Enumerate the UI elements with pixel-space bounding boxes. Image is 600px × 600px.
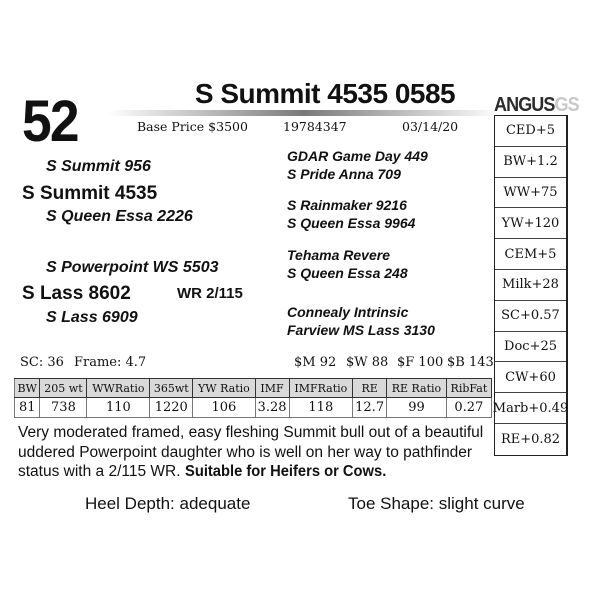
header-205wt: 205 wt — [40, 379, 87, 398]
logo-suffix: GS — [554, 94, 579, 116]
heel-depth: Heel Depth: adequate — [85, 494, 251, 513]
epd-ww: WW+75 — [495, 178, 566, 209]
registration-number: 19784347 — [283, 119, 347, 134]
dam-sire-sire: Tehama Revere — [287, 247, 390, 263]
value-bw: 81 — [15, 398, 40, 418]
header-bw: BW — [15, 379, 40, 398]
value-imf: 3.28 — [255, 398, 289, 418]
performance-table — [14, 378, 492, 418]
description — [18, 423, 496, 482]
sire-dam-sire: S Rainmaker 9216 — [287, 197, 407, 213]
performance-header-row — [15, 379, 492, 398]
epd-column — [494, 115, 568, 456]
epd-yw: YW+120 — [495, 208, 566, 239]
header-ribfat: RibFat — [446, 379, 491, 398]
index-feedlot: $F 100 — [397, 355, 444, 370]
header-re: RE — [353, 379, 387, 398]
epd-cw: CW+60 — [495, 362, 566, 393]
frame-score: Frame: 4.7 — [74, 355, 147, 370]
logo-main: ANGUS — [494, 94, 555, 116]
lot-number: 52 — [22, 89, 78, 154]
dam-weaning-ratio: WR 2/115 — [177, 285, 243, 302]
dam-dam-dam: Farview MS Lass 3130 — [287, 322, 435, 338]
epd-milk: Milk+28 — [495, 270, 566, 301]
header-reratio: RE Ratio — [387, 379, 447, 398]
angus-gs-logo — [494, 94, 579, 117]
header-ywratio: YW Ratio — [193, 379, 255, 398]
birth-date: 03/14/20 — [402, 119, 459, 134]
animal-name: S Summit 4535 0585 — [194, 78, 456, 109]
value-reratio: 99 — [387, 398, 447, 418]
dam-sire-dam: S Queen Essa 248 — [287, 265, 408, 281]
sire-sire-sire: GDAR Game Day 449 — [287, 148, 428, 164]
description-emphasis: Suitable for Heifers or Cows. — [184, 463, 387, 480]
value-205wt: 738 — [40, 398, 87, 418]
title-divider — [108, 110, 500, 116]
value-ribfat: 0.27 — [446, 398, 491, 418]
sire-dam-dam: S Queen Essa 9964 — [287, 215, 416, 231]
epd-re: RE+0.82 — [500, 431, 561, 447]
dam: S Lass 8602 — [22, 283, 131, 304]
dam-dam: S Lass 6909 — [46, 309, 138, 326]
sire-sire-dam: S Pride Anna 709 — [287, 166, 401, 182]
epd-ced: CED+5 — [495, 116, 566, 147]
dam-dam-sire: Connealy Intrinsic — [287, 304, 409, 320]
header-365wt: 365wt — [150, 379, 193, 398]
header-imfratio: IMFRatio — [289, 379, 353, 398]
epd-marb: Marb+0.49 — [495, 393, 566, 424]
dam-sire: S Powerpoint WS 5503 — [46, 259, 219, 276]
value-365wt: 1220 — [150, 398, 193, 418]
scrotal-circumference: SC: 36 — [20, 355, 64, 370]
epd-sc: SC+0.57 — [495, 301, 566, 332]
base-price: Base Price $3500 — [137, 119, 248, 134]
value-re: 12.7 — [353, 398, 387, 418]
index-beef: $B 143 — [447, 355, 494, 370]
value-ywratio: 106 — [193, 398, 255, 418]
epd-cem: CEM+5 — [495, 239, 566, 270]
epd-doc: Doc+25 — [495, 332, 566, 363]
sire-sire: S Summit 956 — [46, 158, 151, 175]
index-maternal: $M 92 — [294, 355, 337, 370]
value-wwratio: 110 — [87, 398, 150, 418]
toe-shape: Toe Shape: slight curve — [348, 494, 525, 513]
sire: S Summit 4535 — [22, 183, 158, 204]
header-wwratio: WWRatio — [87, 379, 150, 398]
epd-bw: BW+1.2 — [495, 147, 566, 178]
value-imfratio: 118 — [289, 398, 353, 418]
sire-dam: S Queen Essa 2226 — [46, 208, 193, 225]
description-text: Very moderated framed, easy fleshing Summit bull out of a beautiful uddered Powerpoint daughter who is well on her way to pathfinder status with a 2/115 WR. — [18, 424, 484, 480]
index-weaning: $W 88 — [346, 355, 389, 370]
header-imf: IMF — [255, 379, 289, 398]
performance-value-row — [15, 398, 492, 418]
